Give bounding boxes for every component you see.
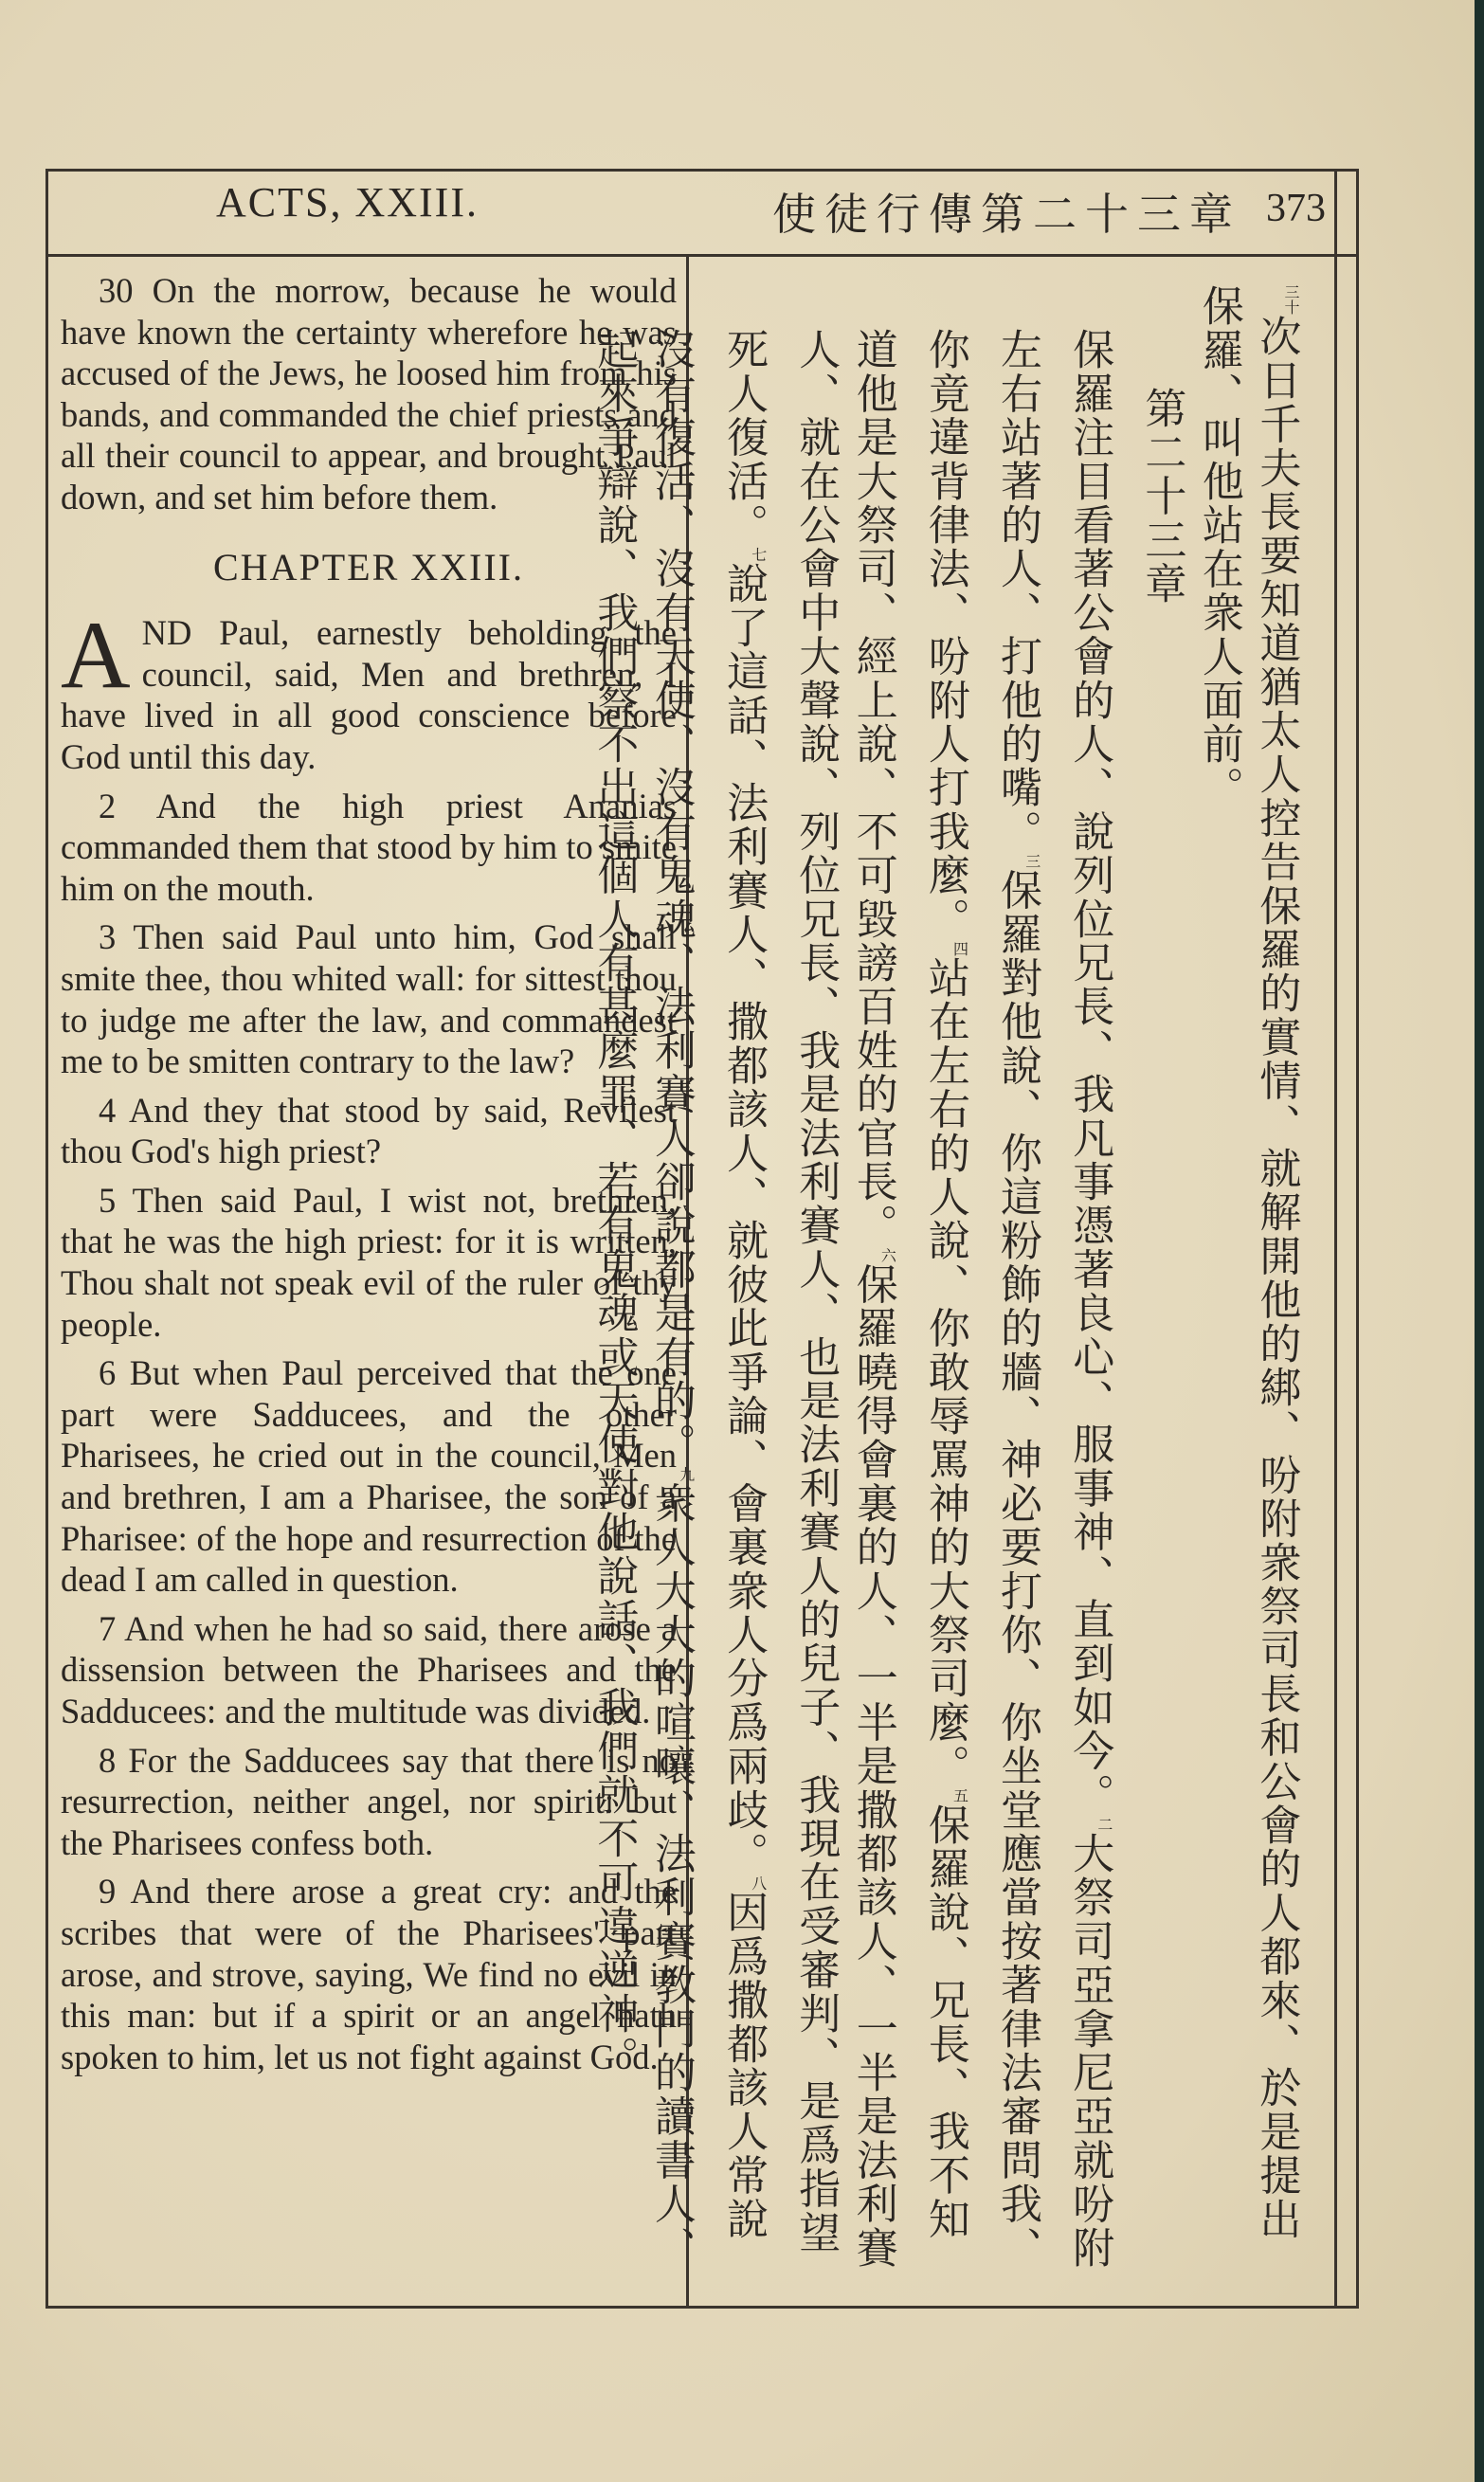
verse-6-zh: 保羅曉得會裏的人、一半是撒都該人、一半是法利賽人、就在公會中大聲說、列位兄長、我是法利賽人、也是法利賽人的兒子、我現在受審判、是爲指望死人復活。	[719, 328, 897, 2270]
page-number: 373	[1266, 187, 1326, 230]
verse-8-zh: 因爲撒都該人常說沒有復活、沒有天使、沒有鬼魂、法利賽人卻說都是有的。	[646, 328, 769, 2241]
verse-7-zh: 說了這話、法利賽人、撒都該人、就彼此爭論、會裏衆人分爲兩歧。	[719, 562, 769, 1875]
verse-30-en: 30 On the morrow, because he would have known the certainty wherefore he was accused of the Jews, he loosed him from his bands, and commanded the chief priests and all their council to appear, and brought Paul down, and set him before them.	[61, 271, 677, 516]
verse-30-zh	[1189, 284, 1319, 2284]
verse-number-30: 三十	[1282, 284, 1300, 315]
verse-2-en: 2 And the high priest Ananias commanded them that stood by him to smite him on the mouth.	[61, 786, 677, 908]
verse-4-zh: 站在左右的人說、你敢辱罵神的大祭司麼。	[920, 955, 969, 1788]
verse-number-9: 九	[677, 1466, 696, 1482]
verse-6-en: 6 But when Paul perceived that the one part were Sadducees, and the other Pharisees, he cried out in the council, Men and brethren, I am a Pharisee, the son of a Pharisee: of the hope and resurrection of the dead I am called in question.	[61, 1353, 677, 1600]
margin-rule	[1334, 169, 1337, 2306]
chapter-heading-en: CHAPTER XXIII.	[213, 545, 524, 589]
verse-9-zh: 衆人大大的喧嚷、法利賽教門的讀書人、起來爭辯說、我們察不出這個人有甚麼罪、若有鬼魂或天使對他說話、我們就不可違逆神。	[589, 328, 696, 2270]
verse-number-7: 七	[749, 547, 768, 562]
verse-1-text: ND Paul, earnestly beholding the council, said, Men and brethren, I have lived in all good conscience before God until this day.	[61, 613, 677, 776]
verse-9-en: 9 And there arose a great cry: and the scribes that were of the Pharisees' part arose, and strove, saying, We find no evil in this man: but if a spirit or an angel hath spoken to him, let us not fight against God.	[61, 1872, 677, 2076]
verse-2-zh: 大祭司亞拿尼亞就吩附左右站著的人、打他的嘴。	[993, 328, 1114, 2270]
book-binding-edge	[1475, 0, 1484, 2482]
verse-1-zh: 保羅注目看著公會的人、說列位兄長、我凡事憑著良心、服事神、直到如今。	[1065, 328, 1114, 1817]
verse-4-en: 4 And they that stood by said, Revilest thou God's high priest?	[61, 1090, 677, 1171]
verse-30-zh-text: 次日千夫長要知道猶太人控告保羅的實情、就解開他的綁、吩附衆祭司長和公會的人都來、於是提出保羅、叫他站在衆人面前。	[1194, 284, 1301, 2241]
running-title-chinese: 使徒行傳第二十三章	[772, 189, 1241, 240]
running-title-english: ACTS, XXIII.	[216, 179, 479, 226]
verse-3-zh: 保羅對他說、你這粉飾的牆、神必要打你、你坐堂應當按著律法審問我、你竟違背律法、吩附人打我麼。	[920, 328, 1042, 2270]
header-rule	[45, 254, 1359, 257]
chinese-body	[585, 328, 1132, 2284]
chapter-heading-zh: 第二十三章	[1137, 387, 1186, 606]
verse-number-2: 二	[1095, 1816, 1113, 1832]
verse-5-en: 5 Then said Paul, I wist not, brethren, that he was the high priest: for it is written, Thou shalt not speak evil of the ruler of thy people.	[61, 1180, 677, 1344]
chinese-column	[589, 284, 1319, 2284]
drop-cap: A	[61, 602, 131, 710]
verse-3-en: 3 Then said Paul unto him, God shall smite thee, thou whited wall: for sittest thou to judge me after the law, and commandest me to be smitten contrary to the law?	[61, 917, 677, 1081]
verse-number-4: 四	[950, 940, 969, 956]
verse-8-en: 8 For the Sadducees say that there is no resurrection, neither angel, nor spirit: but the Pharisees confess both.	[61, 1740, 677, 1862]
verse-7-en: 7 And when he had so said, there arose a dissension between the Pharisees and the Sadducees: and the multitude was divided.	[61, 1608, 677, 1730]
verse-5-zh: 保羅說、兄長、我不知道他是大祭司、經上說、不可毀謗百姓的官長。	[848, 328, 969, 2241]
verse-number-3: 三	[1023, 853, 1041, 869]
verse-number-6: 六	[878, 1247, 897, 1263]
verse-number-5: 五	[950, 1787, 969, 1803]
verse-number-8: 八	[749, 1875, 768, 1891]
